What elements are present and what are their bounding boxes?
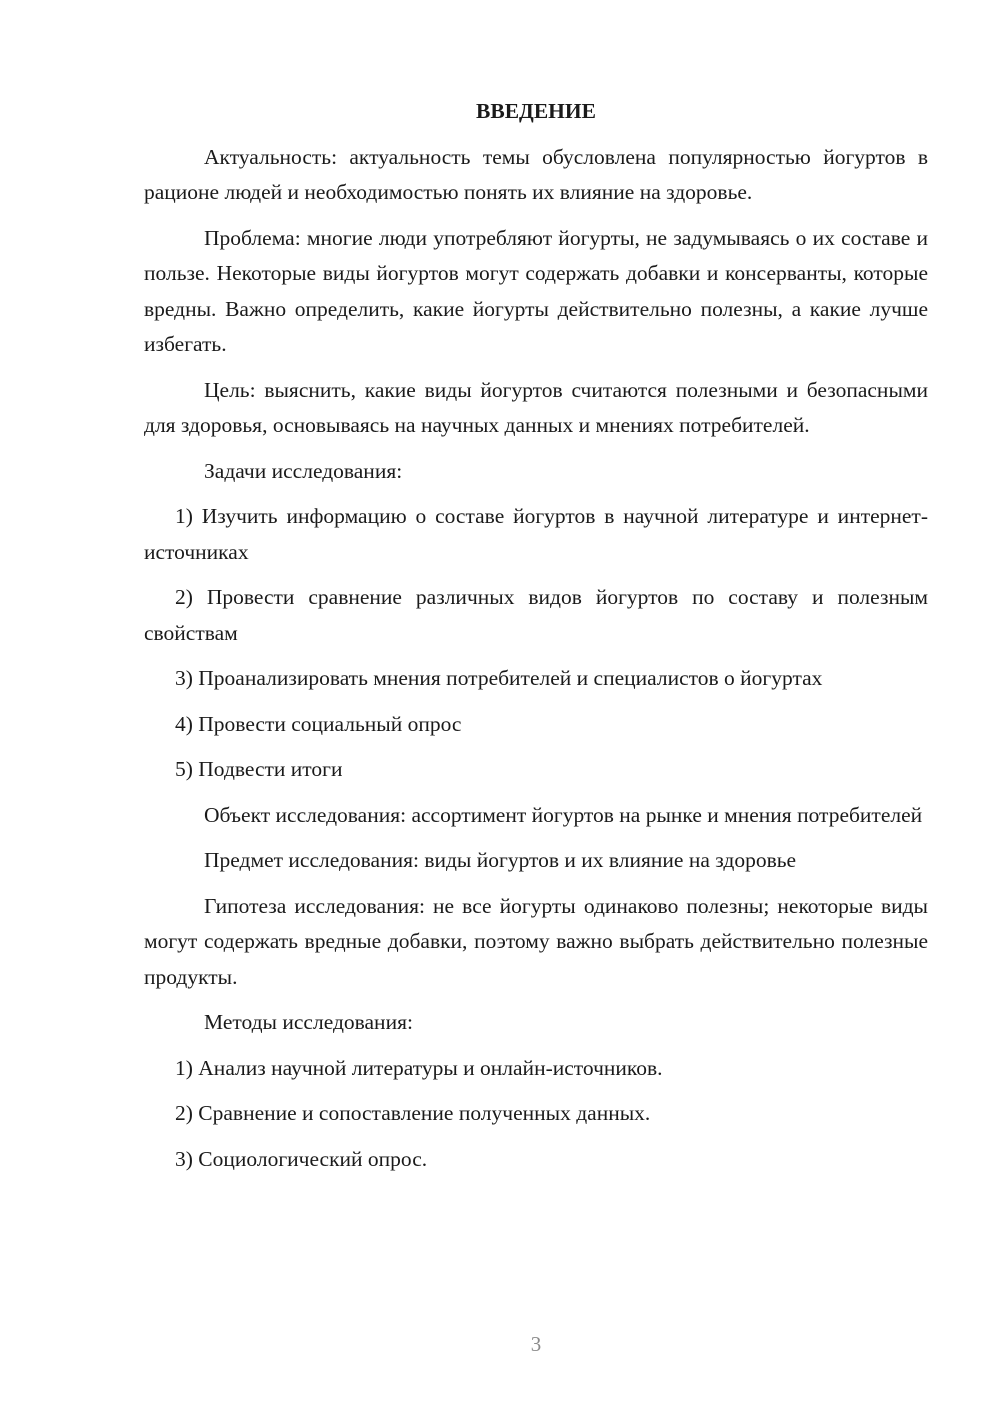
method-item: 3) Социологический опрос.: [175, 1146, 428, 1171]
method-item: 1) Анализ научной литературы и онлайн-источников.: [175, 1055, 663, 1080]
subject-paragraph: Предмет исследования: виды йогуртов и их влияние на здоровье: [204, 848, 797, 872]
goal-paragraph: Цель: выяснить, какие виды йогуртов считаются полезными и безопасными для здоровья, основываясь на научных данных и мнениях потребителей.: [144, 377, 928, 437]
problem-paragraph: Проблема: многие люди употребляют йогурты, не задумываясь о их составе и пользе. Некоторые виды йогуртов могут содержать добавки и консерванты, которые вредны. Важно определить, какие йогурты действительно полезны, а какие лучше избегать.: [144, 225, 928, 356]
task-item: 5) Подвести итоги: [175, 757, 343, 781]
page-content: [144, 94, 928, 1187]
task-item: 3) Проанализировать мнения потребителей и специалистов о йогуртах: [175, 666, 823, 690]
relevance-paragraph: Актуальность: актуальность темы обусловлена популярностью йогуртов в рационе людей и необходимостью понять их влияние на здоровье.: [144, 144, 928, 204]
methods-heading: Методы исследования:: [204, 1010, 413, 1034]
section-title: ВВЕДЕНИЕ: [476, 99, 596, 123]
task-item: 2) Провести сравнение различных видов йогуртов по составу и полезным свойствам: [144, 585, 928, 645]
object-paragraph: Объект исследования: ассортимент йогуртов на рынке и мнения потребителей: [204, 802, 923, 827]
hypothesis-paragraph: Гипотеза исследования: не все йогурты одинаково полезны; некоторые виды могут содержать вредные добавки, поэтому важно выбрать действительно полезные продукты.: [144, 893, 928, 989]
page-number: 3: [530, 1332, 542, 1356]
task-item: 1) Изучить информацию о составе йогуртов в научной литературе и интернет-источниках: [144, 504, 928, 564]
method-item: 2) Сравнение и сопоставление полученных данных.: [175, 1101, 651, 1125]
task-item: 4) Провести социальный опрос: [175, 711, 462, 736]
tasks-heading: Задачи исследования:: [204, 458, 403, 483]
